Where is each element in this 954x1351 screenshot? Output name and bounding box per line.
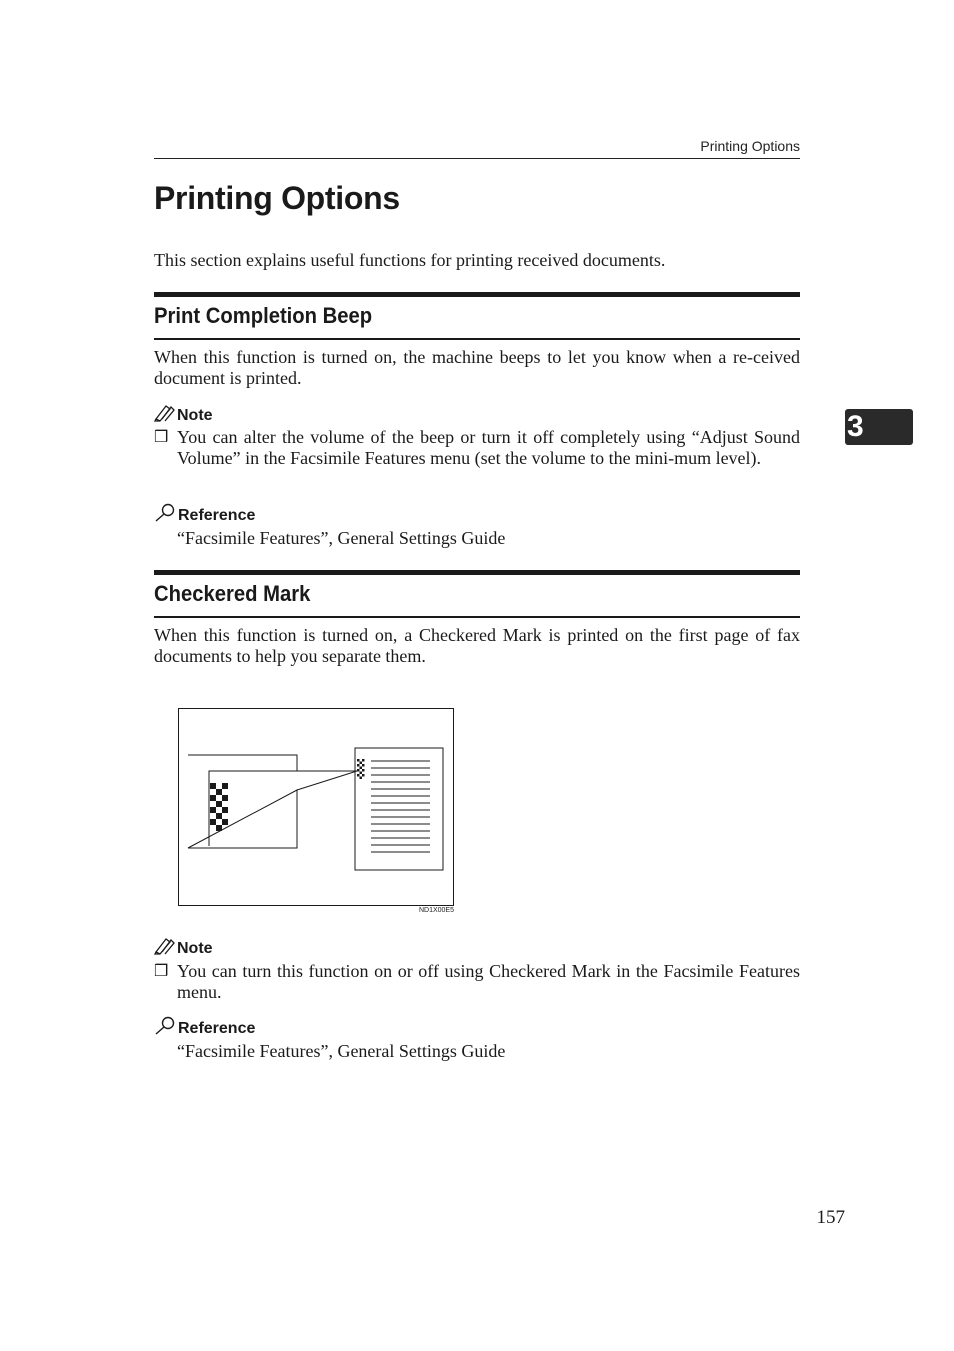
reference-text: “Facsimile Features”, General Settings Guide	[177, 1041, 506, 1061]
section-title-print-completion-beep: Print Completion Beep	[154, 303, 373, 328]
note-heading	[154, 404, 213, 427]
section-rule-bottom	[154, 616, 800, 618]
running-head: Printing Options	[700, 138, 800, 154]
section-body: When this function is turned on, a Checkered Mark is printed on the first page of fax documents to help you separate them.	[154, 625, 800, 666]
reference-label: Reference	[178, 1019, 256, 1037]
checkbox-bullet-icon: ❒	[154, 963, 169, 980]
section-rule-top	[154, 292, 800, 297]
pencil-icon	[154, 937, 175, 960]
page-title: Printing Options	[154, 180, 400, 216]
reference-text: “Facsimile Features”, General Settings Guide	[177, 528, 506, 548]
reference-heading	[154, 503, 255, 528]
chapter-tab: 3	[845, 409, 913, 445]
note-text: You can turn this function on or off using Checkered Mark in the Facsimile Features menu.	[177, 961, 800, 1002]
reference-label: Reference	[178, 506, 256, 524]
checkered-mark-figure	[178, 708, 454, 906]
page-number: 157	[816, 1207, 845, 1228]
note-label: Note	[177, 406, 213, 424]
note-text: You can alter the volume of the beep or turn it off completely using “Adjust Sound Volume” in the Facsimile Features menu (set the volume to the mini-mum level).	[177, 427, 800, 468]
intro-paragraph: This section explains useful functions for printing received documents.	[154, 250, 666, 270]
checkered-mark-illustration	[179, 709, 453, 905]
note-item	[154, 427, 800, 469]
magnifier-icon	[154, 1016, 176, 1041]
note-label: Note	[177, 939, 213, 957]
section-body: When this function is turned on, the machine beeps to let you know when a re-ceived document is printed.	[154, 347, 800, 388]
note-item	[154, 961, 800, 1003]
figure-code: ND1X00E5	[418, 907, 454, 914]
section-title-checkered-mark: Checkered Mark	[154, 581, 311, 606]
checkbox-bullet-icon: ❒	[154, 429, 169, 446]
note-heading	[154, 937, 213, 960]
pencil-icon	[154, 404, 175, 427]
section-rule-top	[154, 570, 800, 575]
reference-heading	[154, 1016, 255, 1041]
section-rule-bottom	[154, 338, 800, 340]
magnifier-icon	[154, 503, 176, 528]
header-rule	[154, 158, 800, 159]
